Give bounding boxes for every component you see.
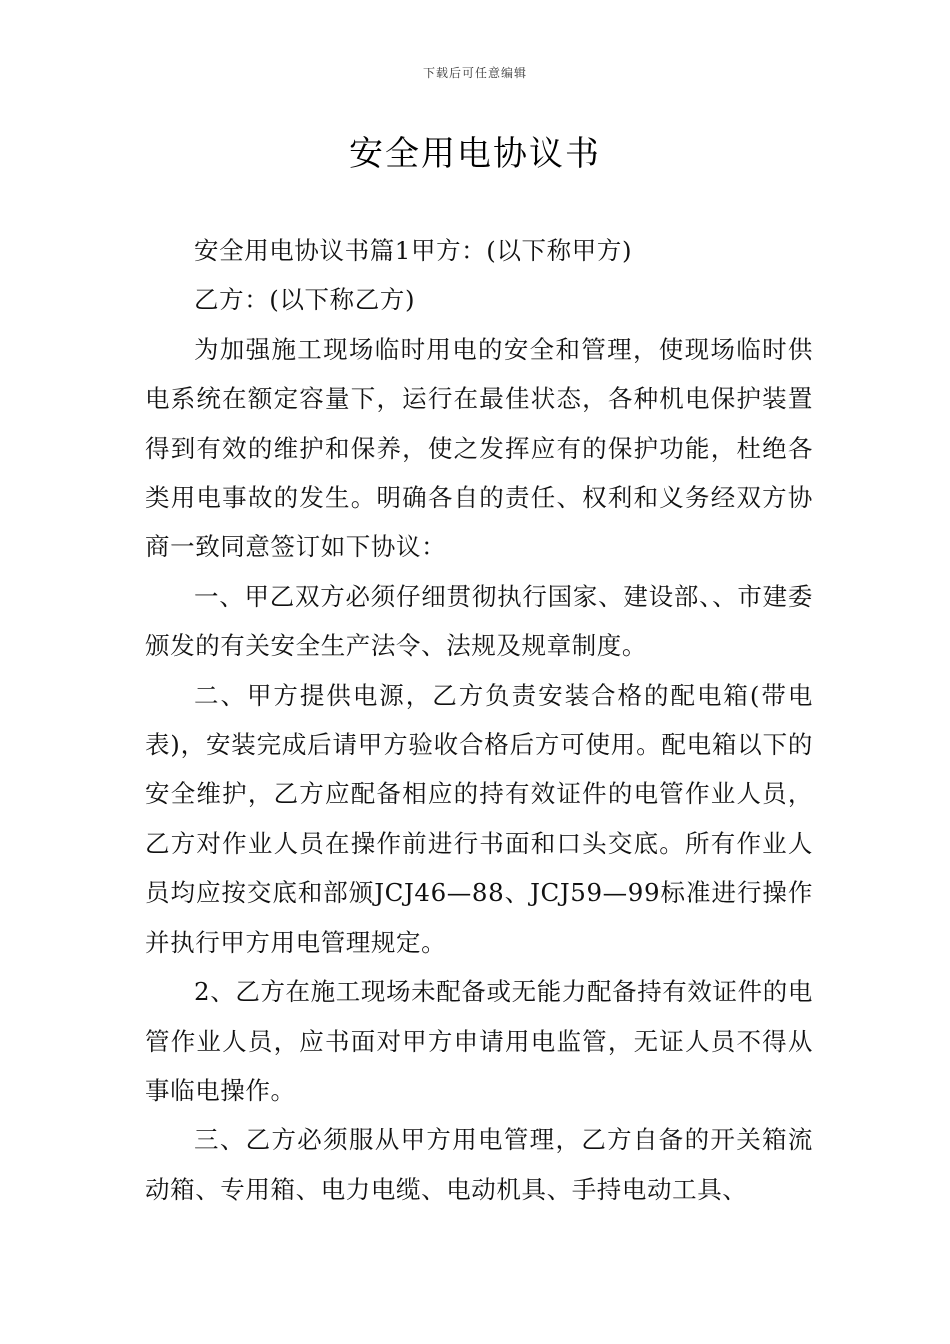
paragraph-purpose: 为加强施工现场临时用电的安全和管理，使现场临时供电系统在额定容量下，运行在最佳状态，各种机电保护装置得到有效的维护和保养，使之发挥应有的保护功能，杜绝各类用电事故的发生。明确各自的责任、权利和义务经双方协商一致同意签订如下协议： <box>145 334 813 562</box>
paragraph-clause-2: 二、甲方提供电源，乙方负责安装合格的配电箱(带电表)，安装完成后请甲方验收合格后方可使用。配电箱以下的安全维护，乙方应配备相应的持有效证件的电管作业人员，乙方对作业人员在操作前进行书面和口头交底。所有作业人员均应按交底和部颁JCJ46—88、JCJ59—99标准进行操作并执行甲方用电管理规定。 <box>145 680 813 957</box>
document-title: 安全用电协议书 <box>349 134 601 174</box>
paragraph-clause-1: 一、甲乙双方必须仔细贯彻执行国家、建设部、、市建委颁发的有关安全生产法令、法规及规章制度。 <box>145 581 813 661</box>
header-note: 下载后可任意编辑 <box>422 66 527 80</box>
paragraph-clause-3: 三、乙方必须服从甲方用电管理，乙方自备的开关箱流动箱、专用箱、电力电缆、电动机具、手持电动工具、 <box>145 1125 813 1204</box>
document-body <box>145 226 813 1214</box>
paragraph-party-b: 乙方：(以下称乙方) <box>194 285 416 315</box>
paragraph-intro: 安全用电协议书篇1甲方：(以下称甲方) <box>194 236 633 265</box>
paragraph-clause-2-sub: 2、乙方在施工现场未配备或无能力配备持有效证件的电管作业人员，应书面对甲方申请用电监管，无证人员不得从事临电操作。 <box>145 977 813 1105</box>
